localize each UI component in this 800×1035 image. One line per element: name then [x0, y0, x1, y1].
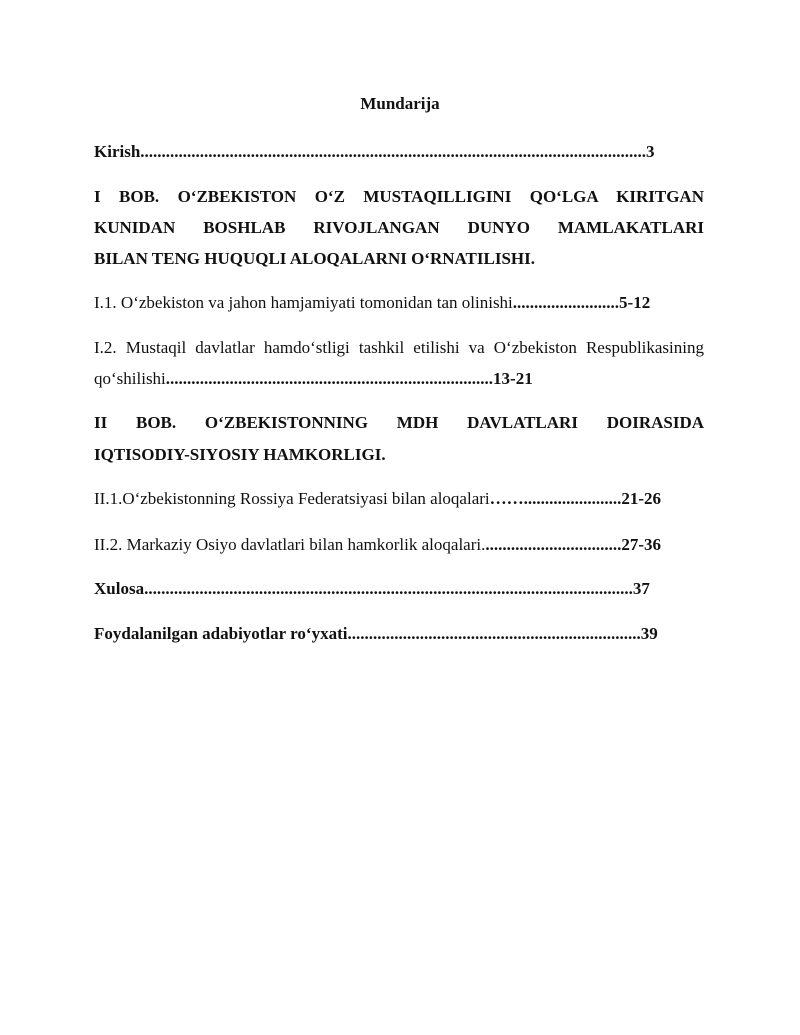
toc-entry-adabiyotlar: Foydalanilgan adabiyotlar ro‘yxati.....................................................................39 [94, 624, 658, 643]
toc-section-2-2 [94, 535, 704, 555]
toc-section-1-2-line-2 [94, 369, 704, 389]
toc-section-1-1-page: .........................5-12 [512, 293, 651, 312]
toc-entry-kirish: Kirish.......................................................................................................................3 [94, 142, 655, 161]
toc-section-2-1-text: II.1.O‘zbekistonning Rossiya Federatsiyasi bilan aloqalari [94, 489, 490, 508]
toc-section-1-1-text: I.1. O‘zbekiston va jahon hamjamiyati tomonidan tan olinishi [94, 293, 513, 312]
page-title: Mundarija [360, 94, 440, 113]
toc-chapter-2-line-2: IQTISODIY-SIYOSIY HAMKORLIGI. [94, 445, 386, 464]
toc-chapter-2-line-1: II BOB. O‘ZBEKISTONNING MDH DAVLATLARI DOIRASIDA [94, 413, 704, 432]
toc-chapter-1-line-2: KUNIDAN BOSHLAB RIVOJLANGAN DUNYO MAMLAKATLARI [94, 218, 704, 237]
toc-section-2-2-page: ................................27-36 [485, 535, 662, 554]
toc-section-1-2-text: qo‘shilishi [94, 369, 166, 388]
toc-section-2-1 [94, 489, 704, 509]
toc-chapter-1-line-3: BILAN TENG HUQUQLI ALOQALARNI O‘RNATILISHI. [94, 249, 535, 268]
toc-entry-xulosa: Xulosa...................................................................................................................37 [94, 579, 650, 598]
toc-section-1-1 [94, 293, 704, 313]
toc-section-1-2-line-1: I.2. Mustaqil davlatlar hamdo‘stligi tashkil etilishi va O‘zbekiston Respublikasining [94, 338, 704, 357]
toc-section-2-1-page: …….......................21-26 [489, 489, 662, 508]
toc-section-2-2-text: II.2. Markaziy Osiyo davlatlari bilan hamkorlik aloqalari. [94, 535, 486, 554]
toc-section-1-2-page: .............................................................................13-21 [165, 369, 533, 388]
toc-chapter-1-line-1: I BOB. O‘ZBEKISTON O‘Z MUSTAQILLIGINI QO‘LGA KIRITGAN [94, 187, 704, 206]
